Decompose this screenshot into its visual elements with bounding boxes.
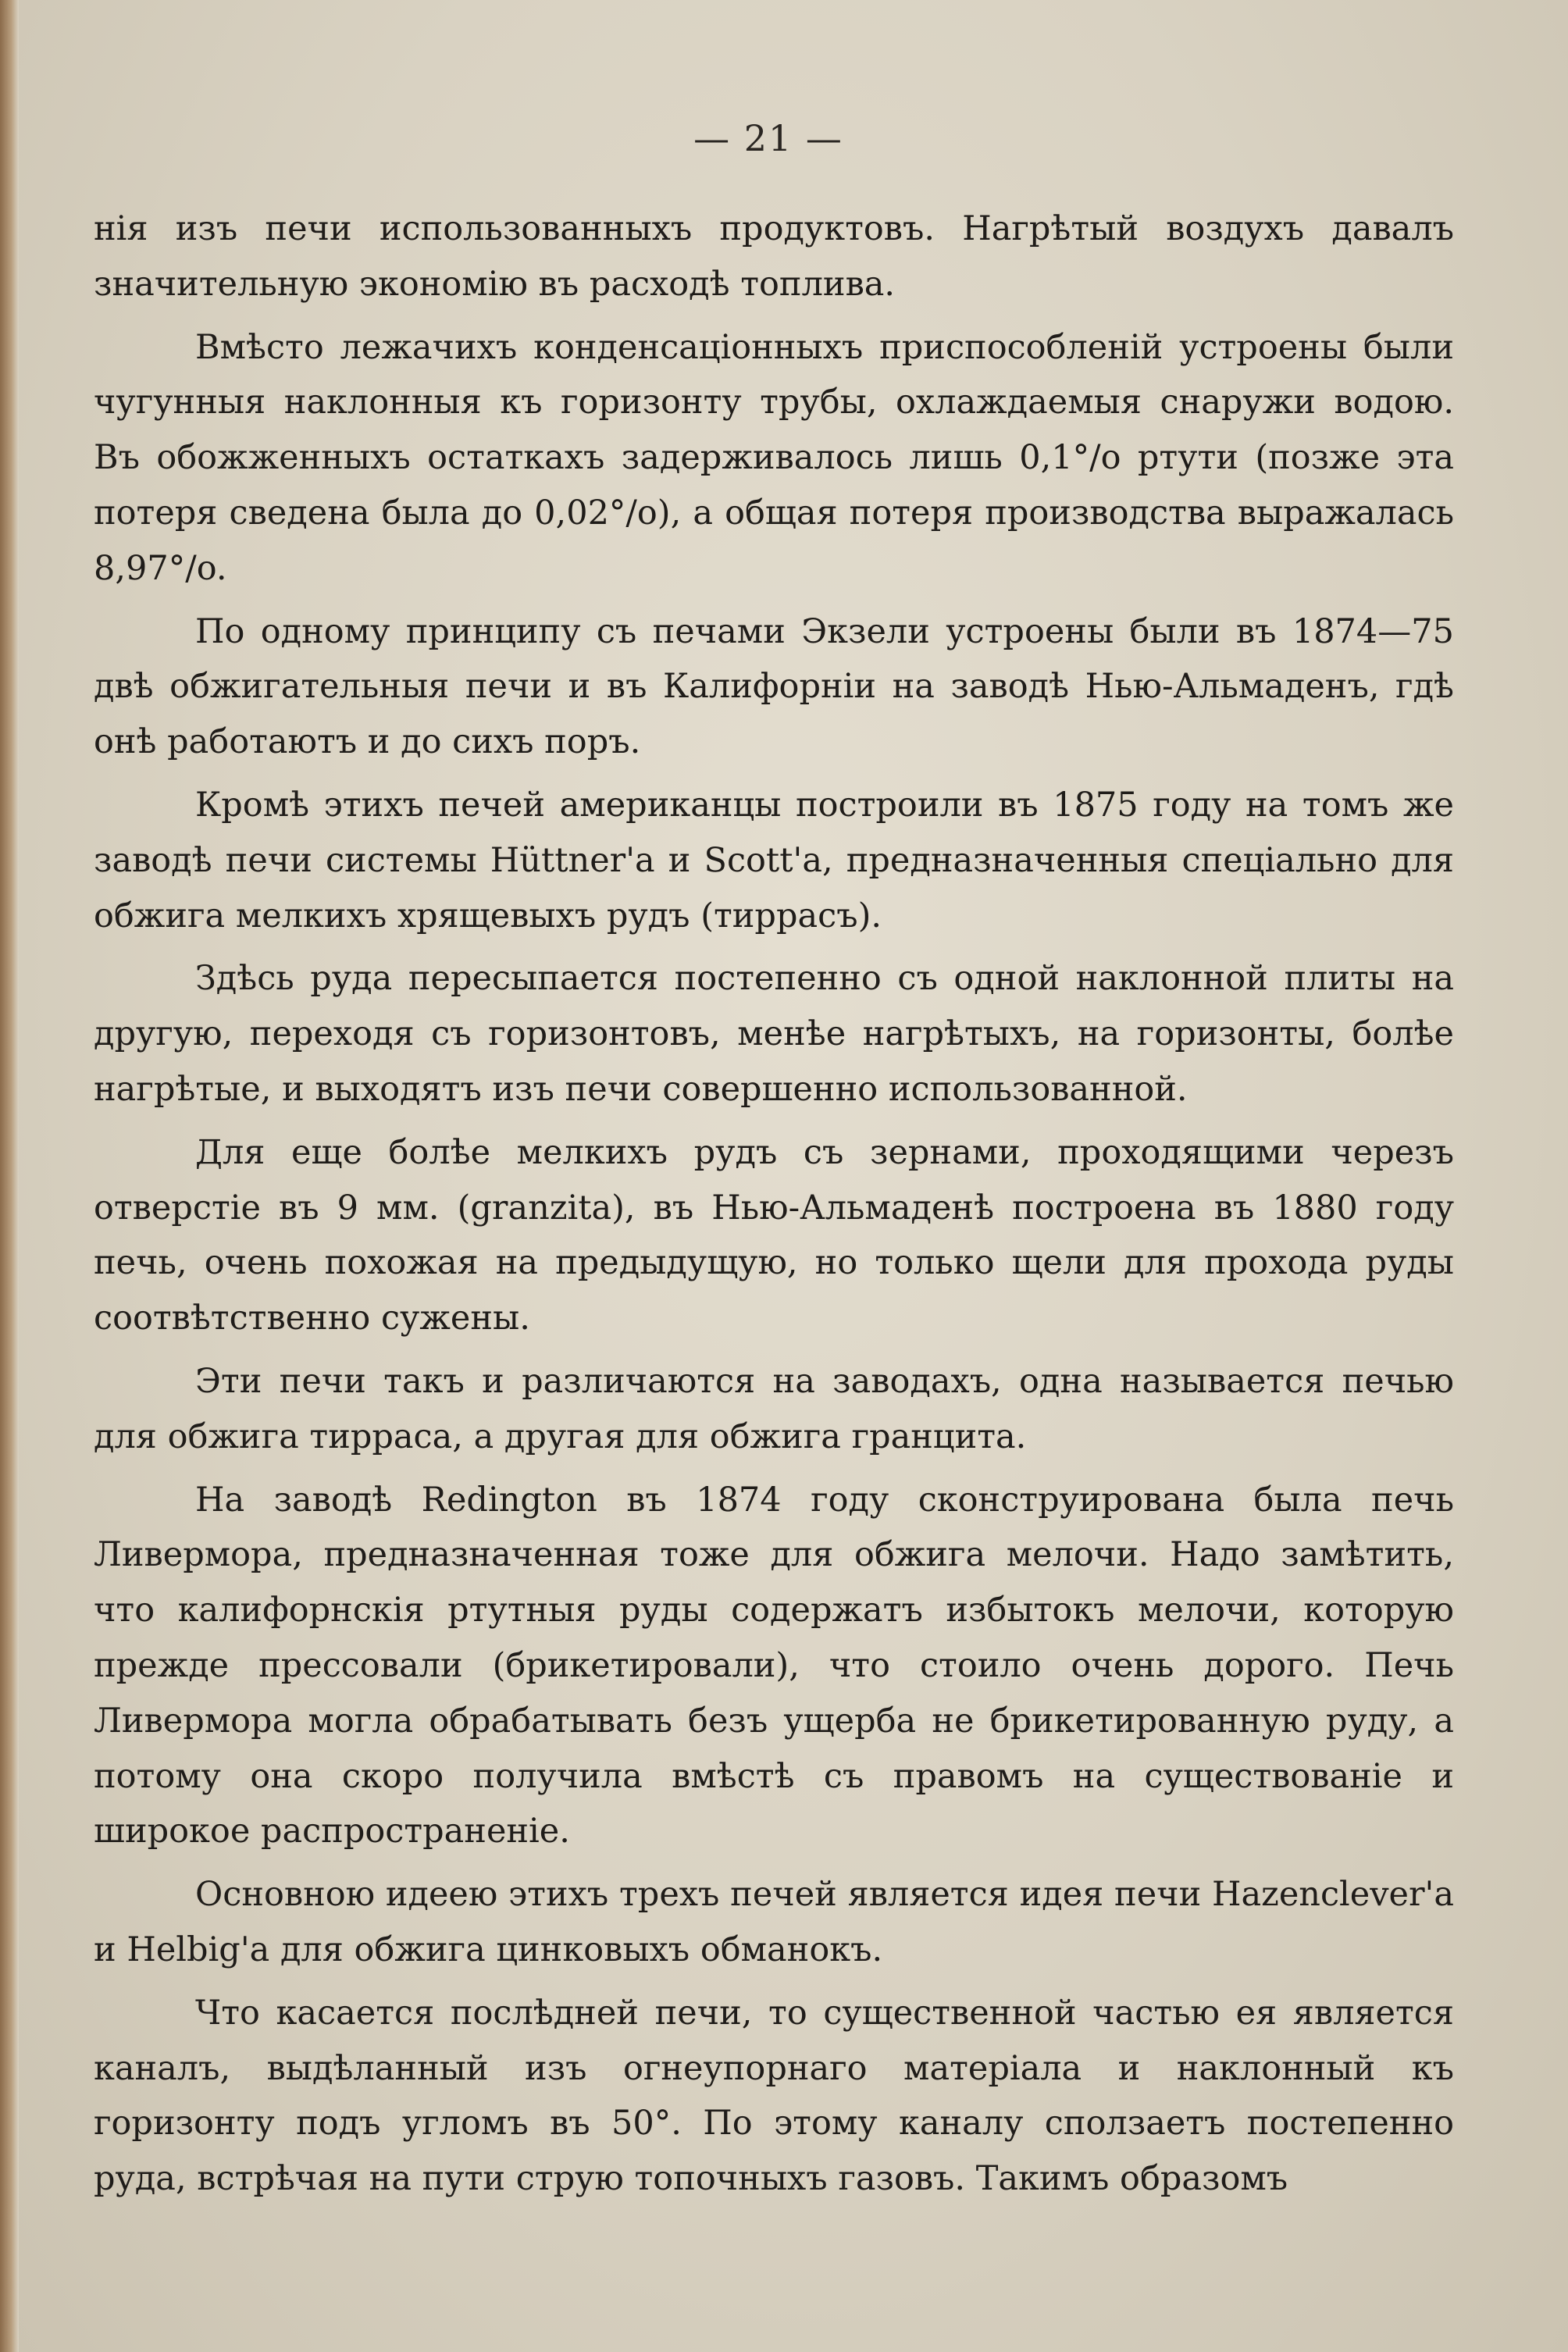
paragraph: Здѣсь руда пересыпается постепенно съ одной наклонной плиты на другую, переходя съ горизонтовъ, менѣе нагрѣтыхъ, на горизонты, болѣе нагрѣтые, и выходятъ изъ печи совершенно использованной. <box>94 959 1454 1109</box>
book-page <box>19 0 1568 2352</box>
paragraph: На заводѣ Redington въ 1874 году сконструирована была печь Ливермора, предназначенная тоже для обжига мелочи. Надо замѣтить, что калифорнскія ртутныя руды содержатъ избытокъ мелочи, которую прежде прессовали (брикетировали), что стоило очень дорого. Печь Ливермора могла обрабатывать безъ ущерба не брикетированную руду, а потому она скоро получила вмѣстѣ съ правомъ на существованіе и широкое распространеніе. <box>94 1480 1454 1851</box>
paragraph: Кромѣ этихъ печей американцы построили въ 1875 году на томъ же заводѣ печи системы Hüttner'а и Scott'а, предназначенныя спеціально для обжига мелкихъ хрящевыхъ рудъ (тиррасъ). <box>94 785 1454 935</box>
paragraph: нія изъ печи использованныхъ продуктовъ. Нагрѣтый воздухъ давалъ значительную экономію въ расходѣ топлива. <box>94 209 1454 304</box>
paragraph: Эти печи такъ и различаются на заводахъ, одна называется печью для обжига тирраса, а другая для обжига гранцита. <box>94 1361 1454 1456</box>
page-number: — 21 — <box>693 117 843 159</box>
page-binding-edge <box>0 0 19 2352</box>
paragraph: По одному принципу съ печами Экзели устроены были въ 1874—75 двѣ обжигательныя печи и въ Калифорніи на заводѣ Нью-Альмаденъ, гдѣ онѣ работаютъ и до сихъ поръ. <box>94 611 1454 762</box>
paragraph: Вмѣсто лежачихъ конденсаціонныхъ приспособленій устроены были чугунныя наклонныя къ горизонту трубы, охлаждаемыя снаружи водою. Въ обожженныхъ остаткахъ задерживалось лишь 0,1°/o ртути (позже эта потеря сведена была до 0,02°/o), а общая потеря производства выражалась 8,97°/o. <box>94 327 1454 588</box>
paragraph: Основною идеею этихъ трехъ печей является идея печи Hazenclever'а и Helbig'а для обжига цинковыхъ обманокъ. <box>94 1875 1454 1969</box>
body-text <box>94 201 1454 2215</box>
paragraph: Для еще болѣе мелкихъ рудъ съ зернами, проходящими черезъ отверстіе въ 9 мм. (granzita), въ Нью-Альмаденѣ построена въ 1880 году печь, очень похожая на предыдущую, но только щели для прохода руды соотвѣтственно сужены. <box>94 1132 1454 1338</box>
paragraph: Что касается послѣдней печи, то существенной частью ея является каналъ, выдѣланный изъ огнеупорнаго матеріала и наклонный къ горизонту подъ угломъ въ 50°. По этому каналу сползаетъ постепенно руда, встрѣчая на пути струю топочныхъ газовъ. Такимъ образомъ <box>94 1993 1454 2199</box>
